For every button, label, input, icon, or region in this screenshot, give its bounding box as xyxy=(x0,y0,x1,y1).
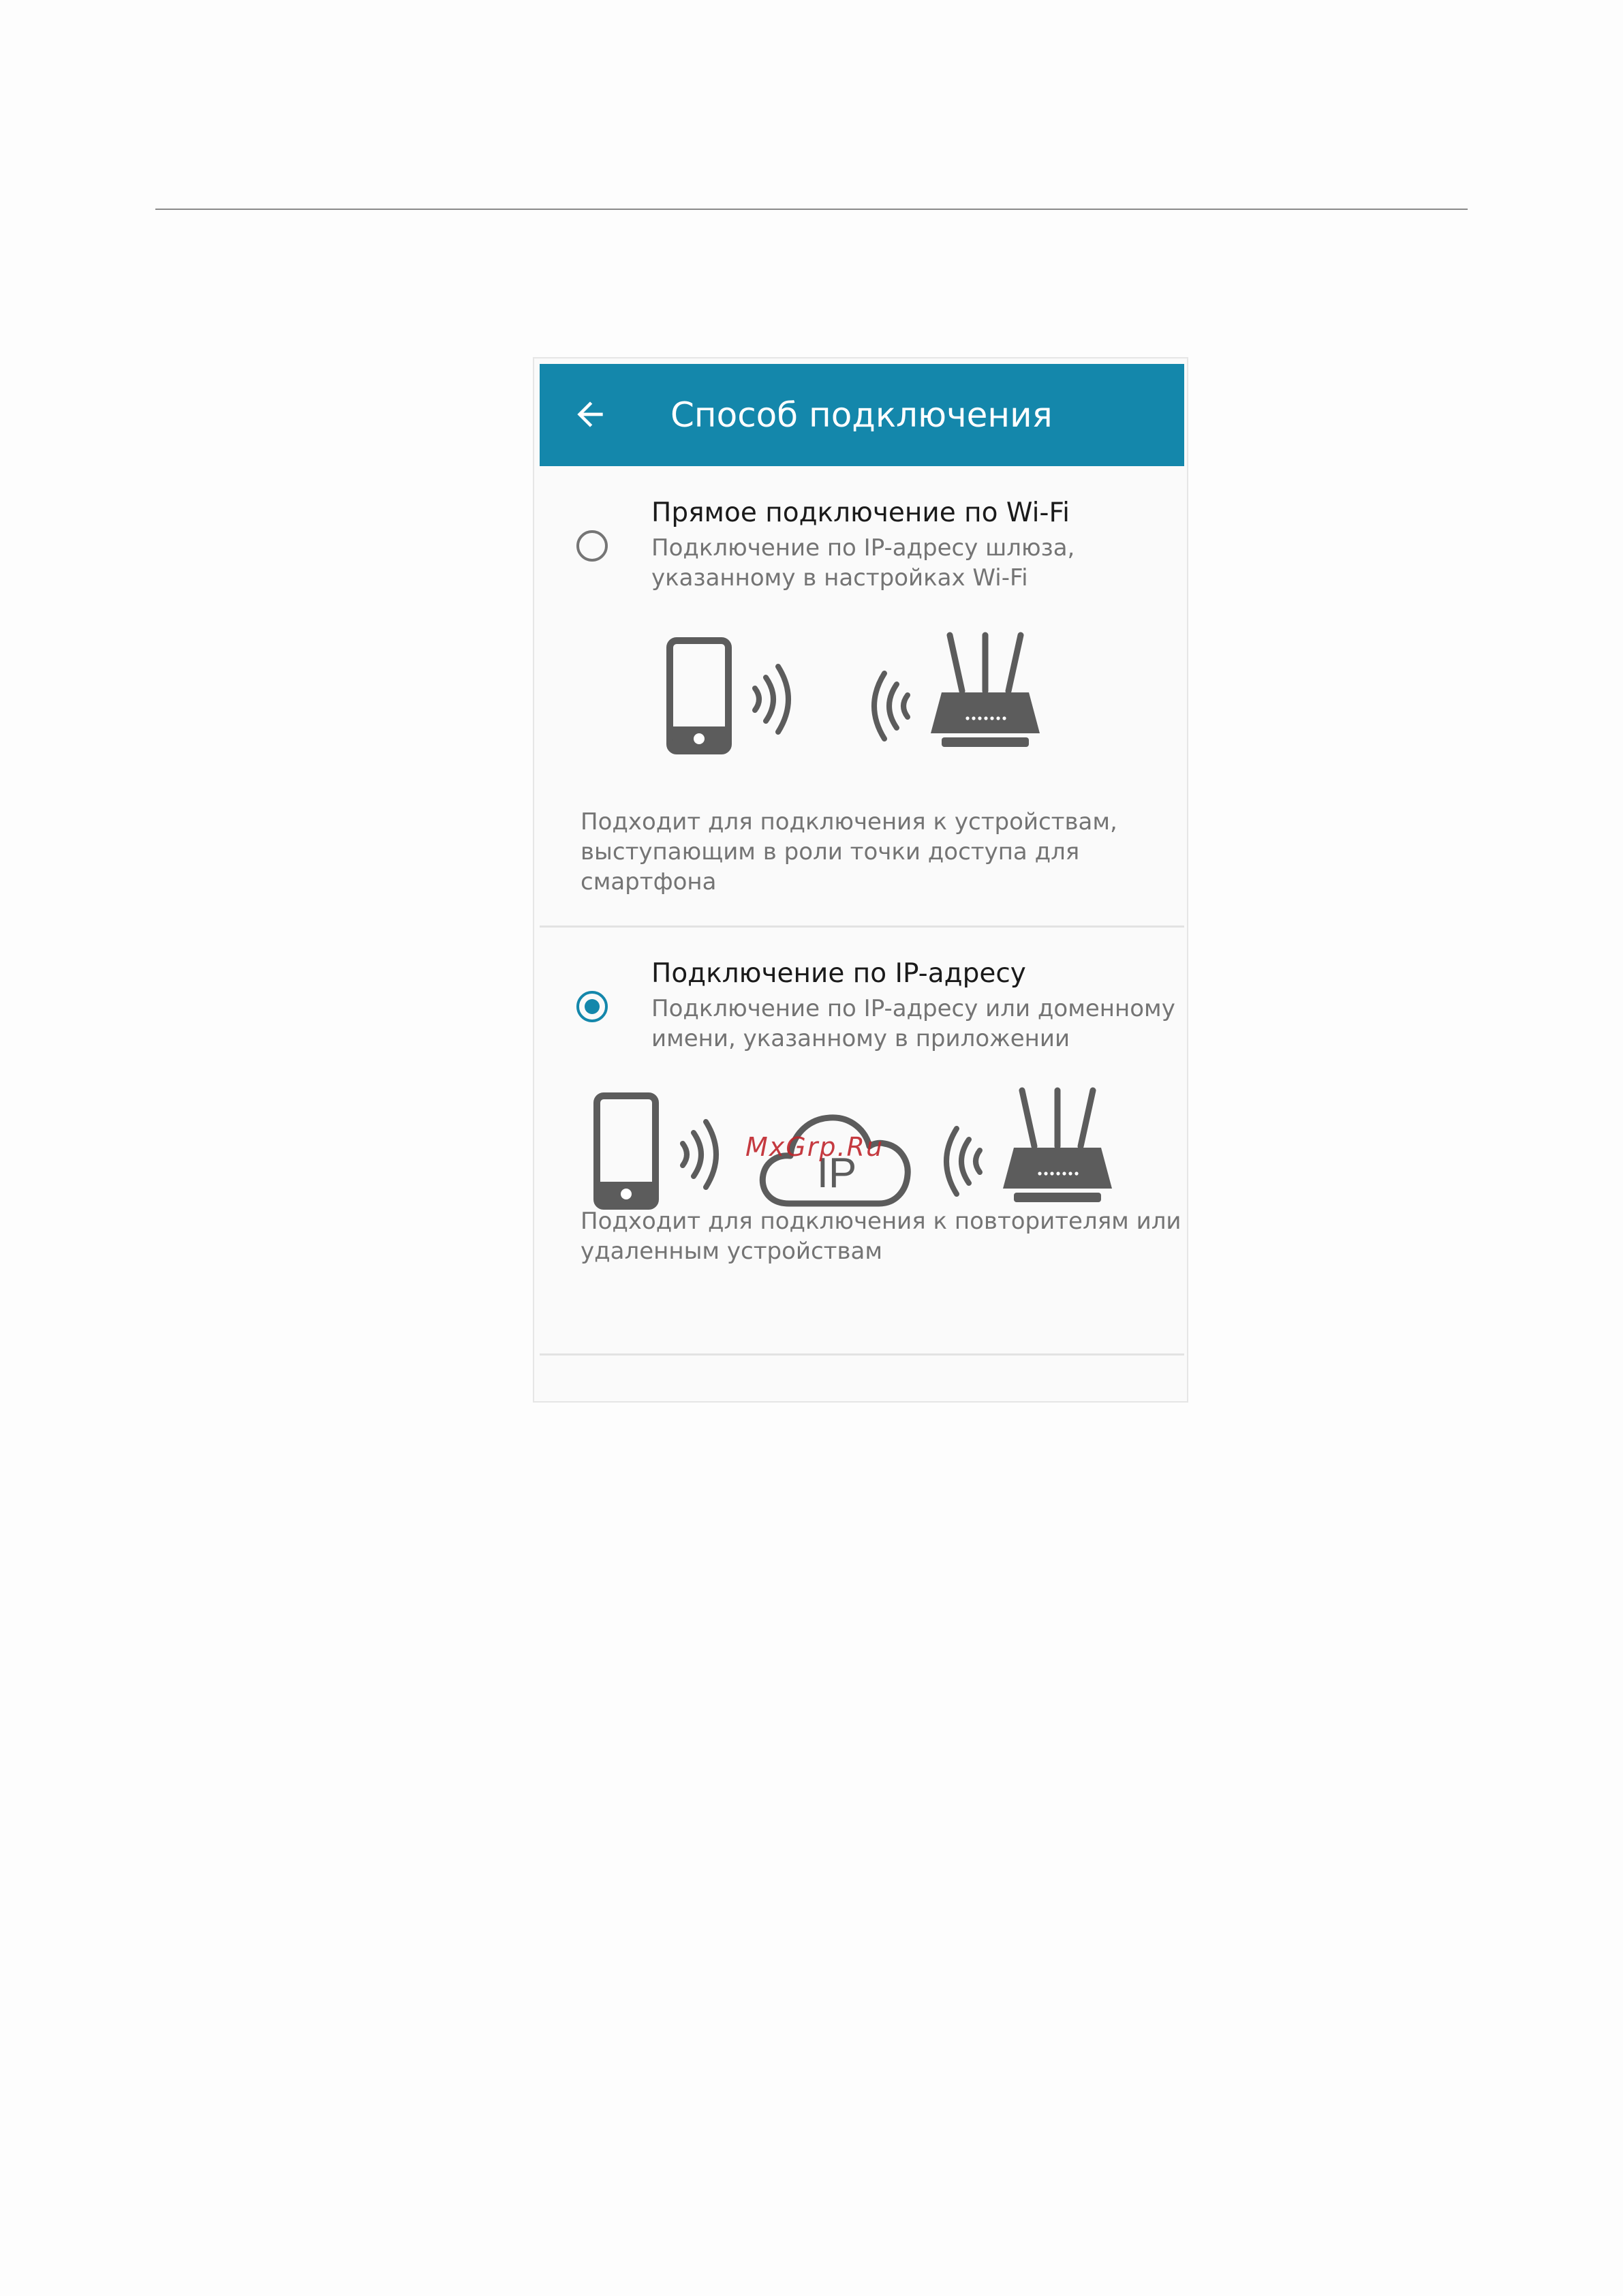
watermark: MxGrp.Ru xyxy=(745,1132,884,1162)
option-subtitle xyxy=(651,533,1176,593)
option-note-line: смартфона xyxy=(581,868,717,896)
option-note xyxy=(581,1206,1180,1266)
wifi-waves-icon xyxy=(939,1123,987,1199)
router-icon xyxy=(924,630,1047,755)
option-subtitle-line: имени, указанному в приложении xyxy=(651,1025,1070,1052)
arrow-left-icon[interactable] xyxy=(571,395,609,433)
app-screenshot xyxy=(533,357,1188,1403)
app-bar xyxy=(540,364,1184,466)
smartphone-icon xyxy=(666,637,741,755)
smartphone-icon xyxy=(593,1092,668,1210)
option-note xyxy=(581,807,1180,897)
option-note-line: Подходит для подключения к устройствам, xyxy=(581,808,1117,836)
option-direct-wifi[interactable] xyxy=(540,466,1184,925)
cloud-label: IP xyxy=(816,1150,857,1197)
option-title: Подключение по IP-адресу xyxy=(651,958,1026,989)
wifi-waves-icon xyxy=(676,1116,724,1193)
option-note-line: удаленным устройствам xyxy=(581,1238,882,1265)
divider xyxy=(540,1353,1184,1356)
option-subtitle-line: Подключение по IP-адресу шлюза, xyxy=(651,534,1075,562)
wifi-waves-icon xyxy=(867,668,914,744)
option-subtitle-line: указанному в настройках Wi-Fi xyxy=(651,564,1028,592)
option-subtitle xyxy=(651,994,1176,1054)
option-note-line: Подходит для подключения к повторителям или xyxy=(581,1208,1181,1235)
option-subtitle-line: Подключение по IP-адресу или доменному xyxy=(651,995,1175,1022)
option-title: Прямое подключение по Wi-Fi xyxy=(651,498,1070,528)
option-note-line: выступающим в роли точки доступа для xyxy=(581,838,1080,866)
wifi-waves-icon xyxy=(748,661,796,737)
radio-ip-address[interactable] xyxy=(576,991,608,1022)
router-icon xyxy=(996,1085,1119,1210)
page-title: Способ подключения xyxy=(670,395,1053,435)
radio-direct-wifi[interactable] xyxy=(576,530,608,562)
page-header-rule xyxy=(155,209,1468,210)
